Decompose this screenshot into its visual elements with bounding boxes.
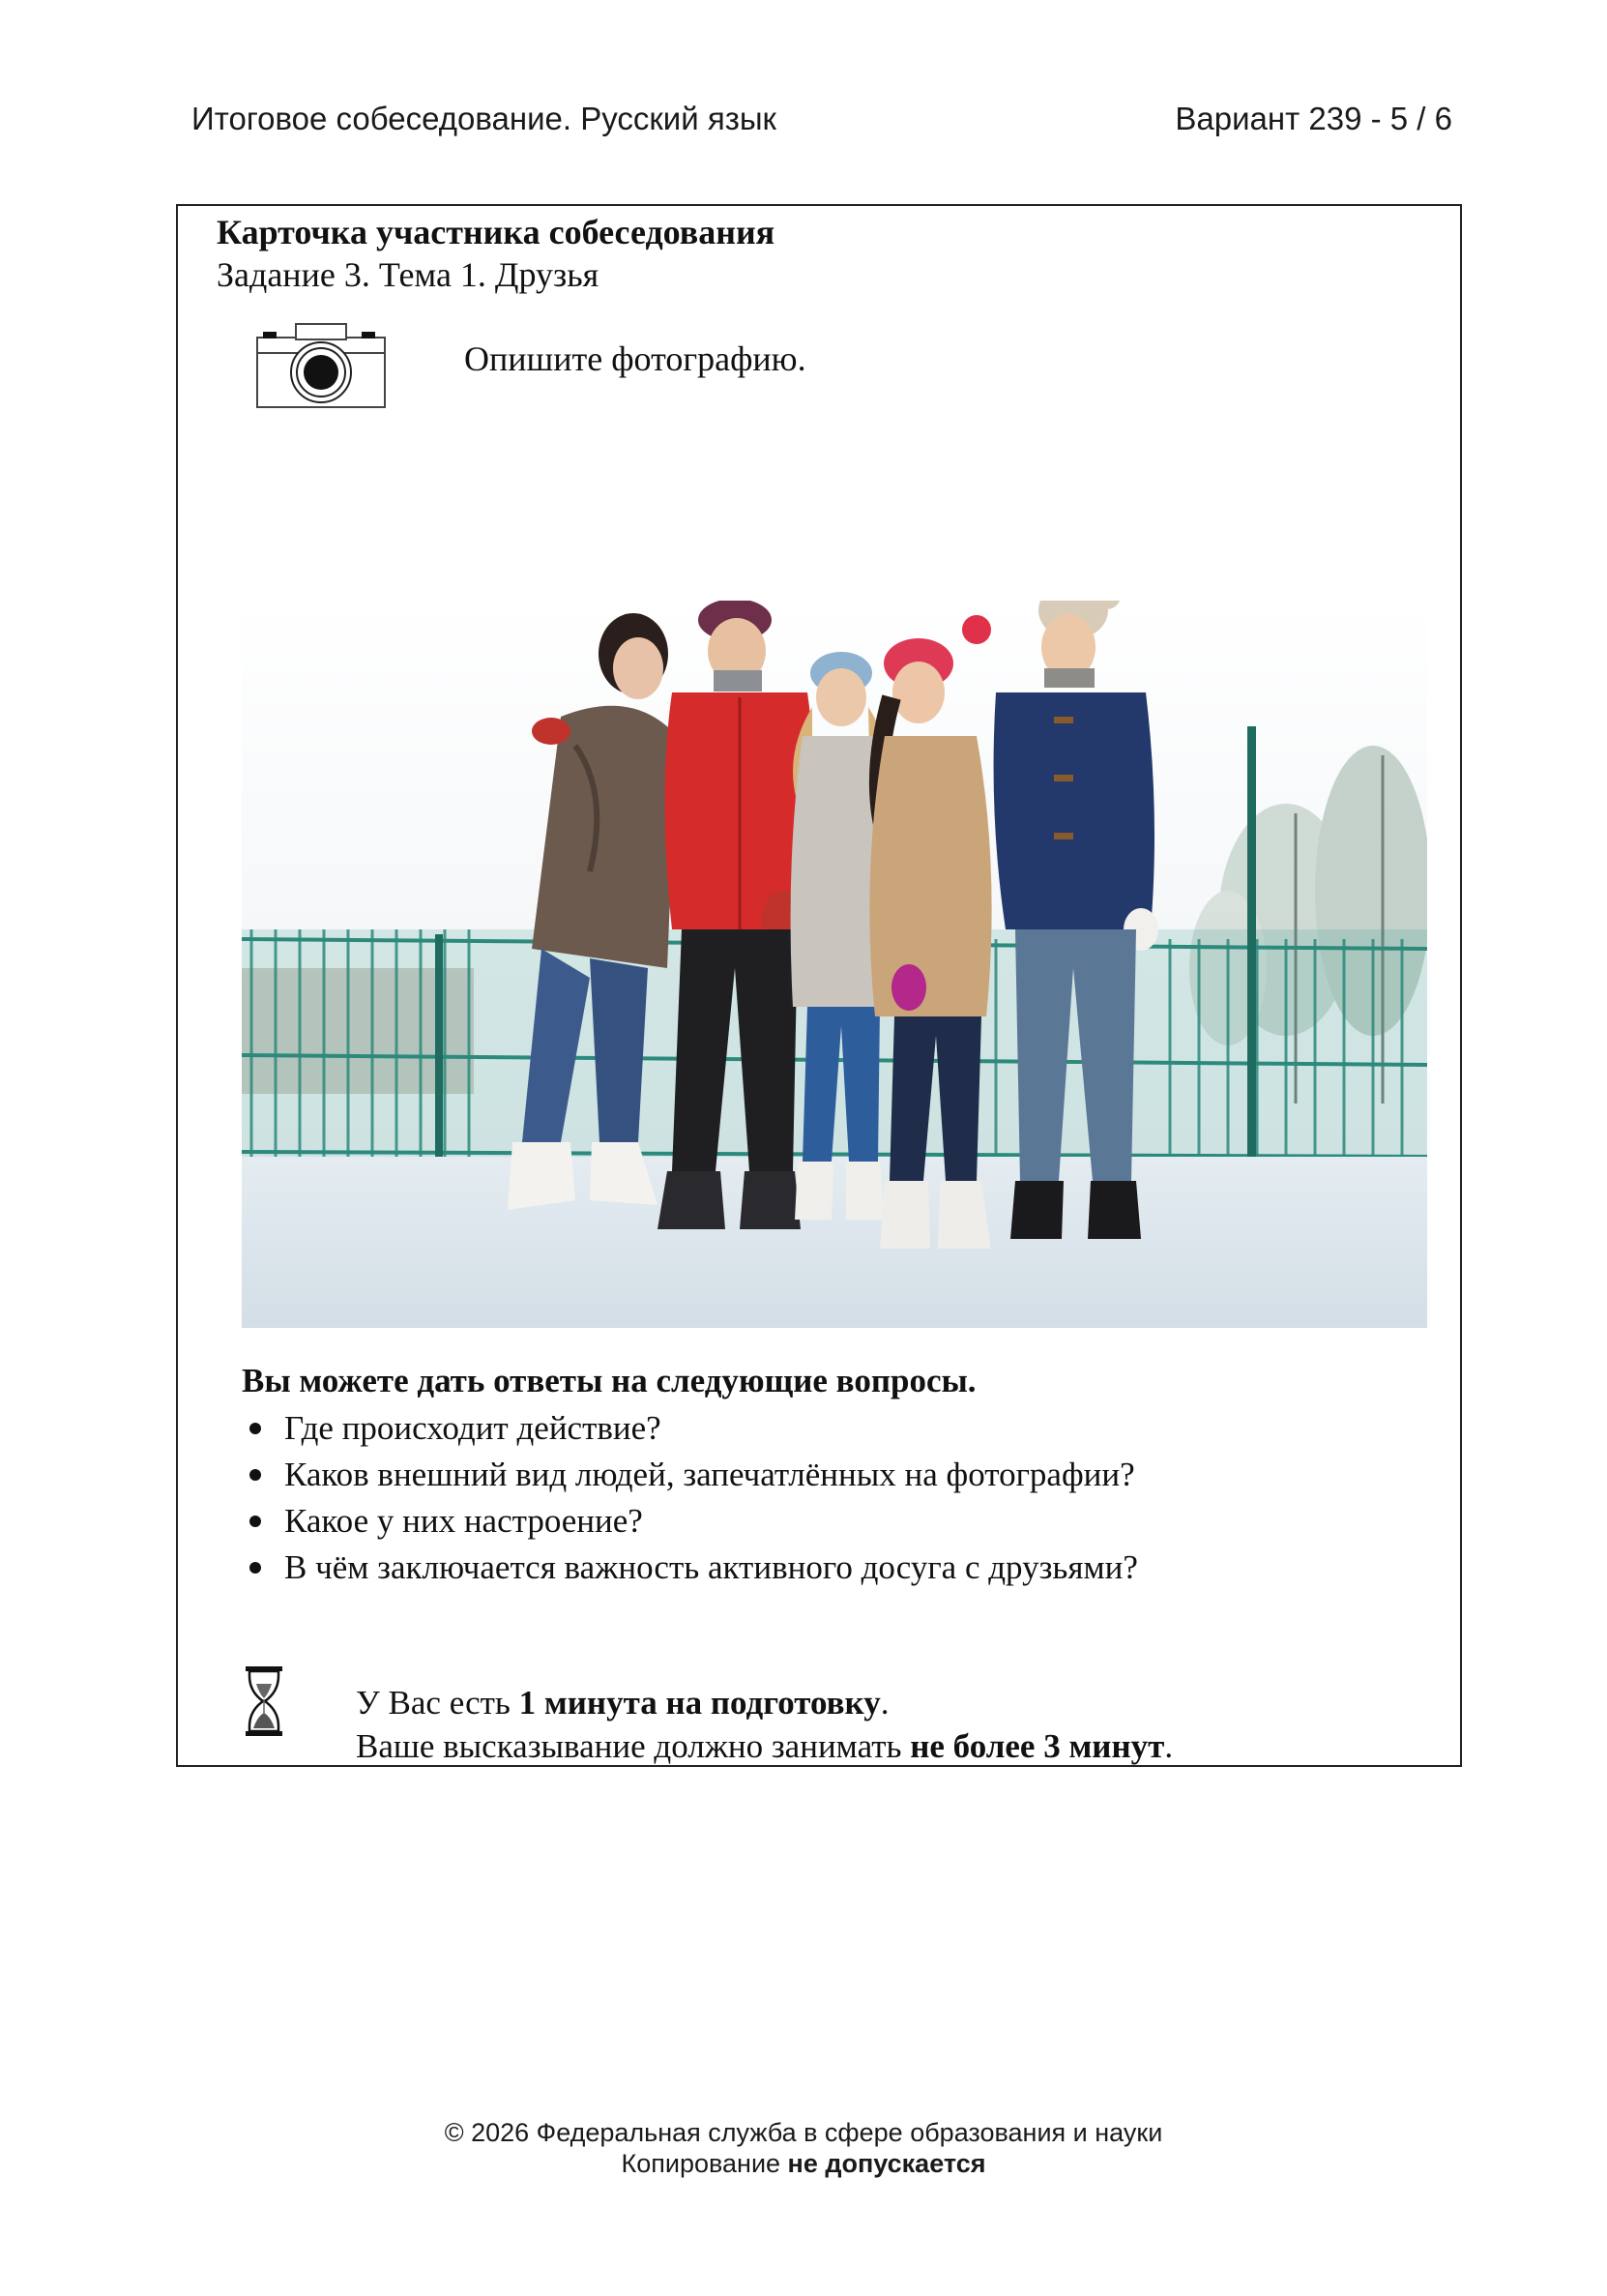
instruction-text: Опишите фотографию. — [464, 339, 806, 378]
list-item — [242, 1498, 1138, 1545]
timing-line-1 — [356, 1681, 1173, 1724]
timing-text: . — [1164, 1727, 1174, 1765]
question-text: Какое у них настроение? — [284, 1502, 643, 1540]
card-title: Карточка участника собеседования — [217, 213, 775, 251]
question-text: Где происходит действие? — [284, 1409, 661, 1447]
timing-text: . — [880, 1684, 890, 1722]
list-item — [242, 1452, 1138, 1498]
question-text: Каков внешний вид людей, запечатлённых на фотографии? — [284, 1456, 1135, 1493]
bullet-icon — [249, 1423, 261, 1434]
timing-emphasis: 1 минута на подготовку — [518, 1684, 881, 1722]
timing-line-2 — [356, 1724, 1173, 1768]
bullet-icon — [249, 1469, 261, 1481]
question-text: В чём заключается важность активного досуга с друзьями? — [284, 1548, 1138, 1586]
timing-emphasis: не более 3 минут — [910, 1727, 1165, 1765]
timing-info — [356, 1681, 1173, 1768]
list-item — [242, 1405, 1138, 1452]
timing-text: Ваше высказывание должно занимать — [356, 1727, 911, 1765]
hourglass-icon — [244, 1664, 284, 1743]
card-subtitle: Задание 3. Тема 1. Друзья — [217, 255, 599, 294]
camera-icon — [255, 320, 387, 414]
timing-text: У Вас есть — [356, 1684, 519, 1722]
footer-text: Копирование — [621, 2149, 788, 2178]
footer-copyright: © 2026 Федеральная служба в сфере образования и науки — [444, 2118, 1163, 2147]
questions-list — [242, 1405, 1138, 1591]
footer-copy-notice — [0, 2149, 1607, 2179]
header-subject: Итоговое собеседование. Русский язык — [191, 101, 776, 136]
list-item — [242, 1545, 1138, 1591]
photo-friends-skating — [242, 601, 1427, 1328]
bullet-icon — [249, 1562, 261, 1574]
bullet-icon — [249, 1516, 261, 1527]
header-variant: Вариант 239 - 5 / 6 — [1175, 101, 1452, 136]
participant-card — [176, 204, 1462, 1767]
questions-heading: Вы можете дать ответы на следующие вопросы. — [242, 1362, 977, 1399]
footer-emphasis: не допускается — [787, 2149, 986, 2178]
